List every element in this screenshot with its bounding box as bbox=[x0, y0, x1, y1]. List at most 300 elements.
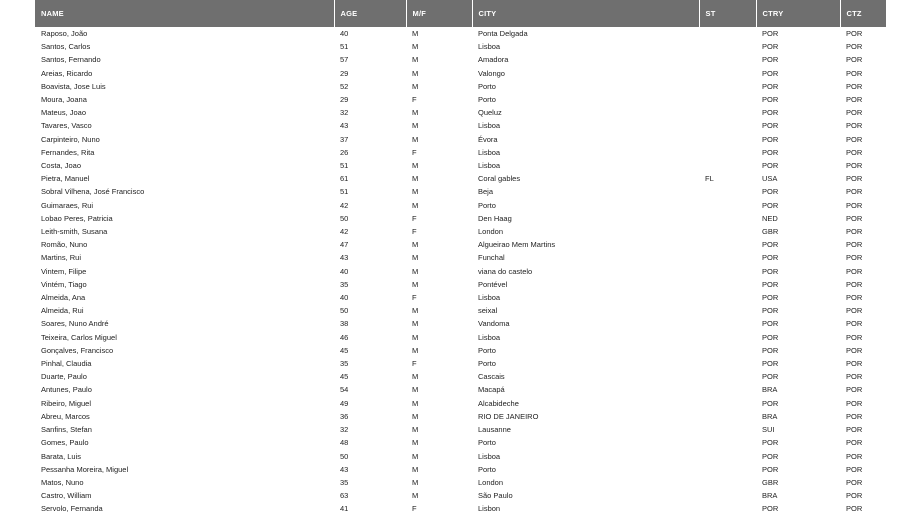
cell-citizenship: POR bbox=[846, 332, 863, 342]
cell-citizenship: POR bbox=[846, 345, 863, 355]
cell-citizenship: POR bbox=[846, 464, 863, 474]
cell-name: Areias, Ricardo bbox=[41, 68, 93, 78]
cell-age: 37 bbox=[340, 134, 349, 144]
cell-country: POR bbox=[762, 161, 779, 171]
cell-age: 40 bbox=[340, 293, 349, 303]
cell-city: Porto bbox=[478, 200, 496, 210]
cell-citizenship: POR bbox=[846, 411, 863, 421]
column-header-gender[interactable]: M/F bbox=[406, 0, 472, 27]
cell-age: 38 bbox=[340, 319, 349, 329]
cell-country: POR bbox=[762, 266, 779, 276]
cell-name: Pessanha Moreira, Miguel bbox=[41, 464, 129, 474]
cell-city: Porto bbox=[478, 464, 496, 474]
cell-citizenship: POR bbox=[846, 359, 863, 369]
cell-city: Alcabideche bbox=[478, 398, 519, 408]
cell-citizenship: POR bbox=[846, 227, 863, 237]
cell-gender: M bbox=[412, 200, 419, 210]
table-row[interactable] bbox=[35, 383, 886, 396]
table-row[interactable] bbox=[35, 357, 886, 370]
cell-citizenship: POR bbox=[846, 451, 863, 461]
cell-state bbox=[699, 159, 756, 172]
cell-gender: F bbox=[412, 147, 417, 157]
cell-citizenship: POR bbox=[846, 398, 863, 408]
cell-country: POR bbox=[762, 504, 779, 514]
cell-state bbox=[699, 436, 756, 449]
cell-name: Almeida, Rui bbox=[41, 306, 84, 316]
cell-city: London bbox=[478, 227, 504, 237]
cell-age: 54 bbox=[340, 385, 349, 395]
table-row[interactable] bbox=[35, 331, 886, 344]
cell-state bbox=[699, 489, 756, 502]
cell-citizenship: POR bbox=[846, 29, 863, 38]
cell-name: Raposo, João bbox=[41, 29, 88, 38]
cell-state bbox=[699, 212, 756, 225]
cell-country: NED bbox=[762, 213, 778, 223]
cell-citizenship: POR bbox=[846, 253, 863, 263]
cell-country: POR bbox=[762, 438, 779, 448]
cell-country: GBR bbox=[762, 477, 779, 487]
cell-name: Soares, Nuno André bbox=[41, 319, 109, 329]
cell-gender: M bbox=[412, 161, 419, 171]
cell-city: Lisboa bbox=[478, 147, 501, 157]
table-row[interactable] bbox=[35, 212, 886, 225]
table-row[interactable] bbox=[35, 199, 886, 212]
cell-state bbox=[699, 278, 756, 291]
table-header-row bbox=[35, 0, 886, 27]
cell-city: Macapá bbox=[478, 385, 505, 395]
cell-age: 63 bbox=[340, 491, 349, 501]
cell-name: Castro, William bbox=[41, 491, 92, 501]
table-row[interactable] bbox=[35, 27, 886, 40]
cell-citizenship: POR bbox=[846, 438, 863, 448]
cell-state bbox=[699, 502, 756, 515]
table-row[interactable] bbox=[35, 436, 886, 449]
cell-age: 43 bbox=[340, 464, 349, 474]
cell-age: 57 bbox=[340, 55, 349, 65]
cell-gender: M bbox=[412, 319, 419, 329]
cell-gender: F bbox=[412, 504, 417, 514]
cell-gender: M bbox=[412, 477, 419, 487]
cell-name: Servolo, Fernanda bbox=[41, 504, 103, 514]
cell-gender: M bbox=[412, 398, 419, 408]
cell-age: 35 bbox=[340, 477, 349, 487]
cell-city: RIO DE JANEIRO bbox=[478, 411, 539, 421]
cell-age: 32 bbox=[340, 108, 349, 118]
cell-citizenship: POR bbox=[846, 174, 863, 184]
cell-age: 51 bbox=[340, 187, 349, 197]
cell-gender: M bbox=[412, 187, 419, 197]
cell-citizenship: POR bbox=[846, 477, 863, 487]
table-row[interactable] bbox=[35, 450, 886, 463]
cell-citizenship: POR bbox=[846, 108, 863, 118]
cell-name: Martins, Rui bbox=[41, 253, 82, 263]
table-row[interactable] bbox=[35, 397, 886, 410]
cell-name: Almeida, Ana bbox=[41, 293, 86, 303]
cell-state bbox=[699, 251, 756, 264]
cell-gender: M bbox=[412, 425, 419, 435]
cell-gender: M bbox=[412, 29, 419, 38]
cell-city: Évora bbox=[478, 134, 498, 144]
cell-city: Lisboa bbox=[478, 293, 501, 303]
cell-age: 47 bbox=[340, 240, 349, 250]
cell-name: Carpinteiro, Nuno bbox=[41, 134, 100, 144]
column-header-state[interactable]: ST bbox=[699, 0, 756, 27]
cell-citizenship: POR bbox=[846, 147, 863, 157]
cell-age: 32 bbox=[340, 425, 349, 435]
cell-gender: M bbox=[412, 253, 419, 263]
cell-gender: M bbox=[412, 134, 419, 144]
cell-state bbox=[699, 133, 756, 146]
cell-city: Algueirao Mem Martins bbox=[478, 240, 556, 250]
cell-citizenship: POR bbox=[846, 187, 863, 197]
cell-age: 61 bbox=[340, 174, 349, 184]
table-row[interactable] bbox=[35, 80, 886, 93]
cell-country: POR bbox=[762, 398, 779, 408]
cell-age: 43 bbox=[340, 253, 349, 263]
cell-city: Cascais bbox=[478, 372, 505, 382]
cell-age: 42 bbox=[340, 227, 349, 237]
cell-country: BRA bbox=[762, 385, 778, 395]
cell-gender: M bbox=[412, 55, 419, 65]
cell-name: Sanfins, Stefan bbox=[41, 425, 92, 435]
cell-city: São Paulo bbox=[478, 491, 513, 501]
cell-name: Ribeiro, Miguel bbox=[41, 398, 92, 408]
cell-country: POR bbox=[762, 240, 779, 250]
table-row[interactable] bbox=[35, 265, 886, 278]
cell-country: POR bbox=[762, 121, 779, 131]
cell-country: POR bbox=[762, 359, 779, 369]
cell-state bbox=[699, 423, 756, 436]
table-row[interactable] bbox=[35, 463, 886, 476]
cell-city: Porto bbox=[478, 359, 496, 369]
table-row[interactable] bbox=[35, 304, 886, 317]
cell-country: POR bbox=[762, 451, 779, 461]
cell-citizenship: POR bbox=[846, 42, 863, 52]
cell-name: Pietra, Manuel bbox=[41, 174, 90, 184]
table-row[interactable] bbox=[35, 67, 886, 80]
cell-state bbox=[699, 383, 756, 396]
cell-city: Lausanne bbox=[478, 425, 511, 435]
cell-citizenship: POR bbox=[846, 55, 863, 65]
cell-name: Leith-smith, Susana bbox=[41, 227, 108, 237]
column-header-age[interactable]: AGE bbox=[334, 0, 406, 27]
cell-age: 42 bbox=[340, 200, 349, 210]
cell-citizenship: POR bbox=[846, 200, 863, 210]
cell-age: 49 bbox=[340, 398, 349, 408]
cell-age: 43 bbox=[340, 121, 349, 131]
cell-city: Porto bbox=[478, 95, 496, 105]
cell-city: Lisboa bbox=[478, 161, 501, 171]
cell-state bbox=[699, 331, 756, 344]
cell-country: POR bbox=[762, 319, 779, 329]
cell-gender: M bbox=[412, 81, 419, 91]
cell-age: 48 bbox=[340, 438, 349, 448]
cell-citizenship: POR bbox=[846, 504, 863, 514]
table-row[interactable] bbox=[35, 146, 886, 159]
cell-country: POR bbox=[762, 306, 779, 316]
cell-city: Lisboa bbox=[478, 451, 501, 461]
column-header-city[interactable]: CITY bbox=[472, 0, 699, 27]
cell-citizenship: POR bbox=[846, 134, 863, 144]
cell-country: POR bbox=[762, 55, 779, 65]
cell-name: Tavares, Vasco bbox=[41, 121, 92, 131]
table-row[interactable] bbox=[35, 133, 886, 146]
cell-country: POR bbox=[762, 29, 779, 38]
cell-age: 50 bbox=[340, 306, 349, 316]
cell-age: 50 bbox=[340, 451, 349, 461]
cell-state bbox=[699, 93, 756, 106]
cell-state bbox=[699, 357, 756, 370]
cell-country: POR bbox=[762, 95, 779, 105]
cell-name: Mateus, Joao bbox=[41, 108, 87, 118]
cell-name: Vintém, Tiago bbox=[41, 279, 87, 289]
cell-gender: M bbox=[412, 372, 419, 382]
cell-country: POR bbox=[762, 253, 779, 263]
cell-state bbox=[699, 185, 756, 198]
cell-age: 52 bbox=[340, 81, 349, 91]
cell-gender: M bbox=[412, 68, 419, 78]
cell-state bbox=[699, 410, 756, 423]
cell-city: viana do castelo bbox=[478, 266, 533, 276]
table-row[interactable] bbox=[35, 225, 886, 238]
cell-name: Abreu, Marcos bbox=[41, 411, 90, 421]
cell-age: 45 bbox=[340, 372, 349, 382]
cell-gender: M bbox=[412, 385, 419, 395]
cell-gender: M bbox=[412, 266, 419, 276]
cell-country: USA bbox=[762, 174, 778, 184]
cell-name: Pinhal, Claudia bbox=[41, 359, 92, 369]
cell-name: Romão, Nuno bbox=[41, 240, 88, 250]
cell-citizenship: POR bbox=[846, 491, 863, 501]
cell-gender: M bbox=[412, 411, 419, 421]
cell-country: POR bbox=[762, 293, 779, 303]
table-row[interactable] bbox=[35, 172, 886, 185]
cell-name: Teixeira, Carlos Miguel bbox=[41, 332, 117, 342]
cell-citizenship: POR bbox=[846, 385, 863, 395]
cell-citizenship: POR bbox=[846, 319, 863, 329]
cell-country: POR bbox=[762, 147, 779, 157]
cell-citizenship: POR bbox=[846, 95, 863, 105]
cell-state bbox=[699, 53, 756, 66]
cell-age: 40 bbox=[340, 29, 349, 38]
cell-name: Santos, Carlos bbox=[41, 42, 91, 52]
cell-state bbox=[699, 199, 756, 212]
cell-name: Sobral Vilhena, José Francisco bbox=[41, 187, 145, 197]
cell-city: Ponta Delgada bbox=[478, 29, 528, 38]
cell-gender: F bbox=[412, 359, 417, 369]
cell-citizenship: POR bbox=[846, 81, 863, 91]
cell-state bbox=[699, 119, 756, 132]
cell-citizenship: POR bbox=[846, 240, 863, 250]
cell-city: Funchal bbox=[478, 253, 505, 263]
cell-state bbox=[699, 238, 756, 251]
cell-country: POR bbox=[762, 108, 779, 118]
cell-state bbox=[699, 27, 756, 40]
column-header-country[interactable]: CTRY bbox=[756, 0, 840, 27]
cell-name: Santos, Fernando bbox=[41, 55, 101, 65]
cell-name: Fernandes, Rita bbox=[41, 147, 95, 157]
cell-city: Vandoma bbox=[478, 319, 510, 329]
cell-country: SUI bbox=[762, 425, 775, 435]
cell-gender: M bbox=[412, 451, 419, 461]
cell-city: Pontével bbox=[478, 279, 508, 289]
cell-age: 36 bbox=[340, 411, 349, 421]
table-row[interactable] bbox=[35, 423, 886, 436]
table-row[interactable] bbox=[35, 489, 886, 502]
cell-gender: M bbox=[412, 42, 419, 52]
cell-gender: M bbox=[412, 438, 419, 448]
cell-citizenship: POR bbox=[846, 161, 863, 171]
cell-city: Amadora bbox=[478, 55, 509, 65]
cell-age: 45 bbox=[340, 345, 349, 355]
cell-city: seixal bbox=[478, 306, 498, 316]
table-row[interactable] bbox=[35, 344, 886, 357]
column-header-name[interactable]: NAME bbox=[35, 0, 334, 27]
table-row[interactable] bbox=[35, 53, 886, 66]
cell-state bbox=[699, 106, 756, 119]
table-row[interactable] bbox=[35, 159, 886, 172]
cell-name: Costa, Joao bbox=[41, 161, 82, 171]
cell-name: Matos, Nuno bbox=[41, 477, 84, 487]
cell-city: Beja bbox=[478, 187, 494, 197]
cell-state bbox=[699, 291, 756, 304]
cell-country: BRA bbox=[762, 411, 778, 421]
cell-name: Duarte, Paulo bbox=[41, 372, 87, 382]
cell-city: Porto bbox=[478, 81, 496, 91]
cell-gender: M bbox=[412, 240, 419, 250]
cell-name: Boavista, Jose Luis bbox=[41, 81, 106, 91]
cell-state bbox=[699, 67, 756, 80]
table-row[interactable] bbox=[35, 370, 886, 383]
cell-state bbox=[699, 463, 756, 476]
column-header-citizenship[interactable]: CTZ bbox=[840, 0, 886, 27]
cell-state bbox=[699, 450, 756, 463]
table-row[interactable] bbox=[35, 502, 886, 515]
cell-city: Coral gables bbox=[478, 174, 521, 184]
cell-city: Porto bbox=[478, 438, 496, 448]
cell-gender: M bbox=[412, 491, 419, 501]
cell-state bbox=[699, 40, 756, 53]
cell-gender: F bbox=[412, 213, 417, 223]
cell-age: 40 bbox=[340, 266, 349, 276]
cell-country: POR bbox=[762, 187, 779, 197]
cell-age: 35 bbox=[340, 359, 349, 369]
cell-citizenship: POR bbox=[846, 266, 863, 276]
cell-country: POR bbox=[762, 81, 779, 91]
cell-country: POR bbox=[762, 279, 779, 289]
cell-name: Gonçalves, Francisco bbox=[41, 345, 114, 355]
table-row[interactable] bbox=[35, 106, 886, 119]
cell-name: Barata, Luis bbox=[41, 451, 82, 461]
cell-gender: M bbox=[412, 279, 419, 289]
cell-country: POR bbox=[762, 134, 779, 144]
cell-city: Lisboa bbox=[478, 42, 501, 52]
cell-age: 35 bbox=[340, 279, 349, 289]
cell-name: Moura, Joana bbox=[41, 95, 87, 105]
table-row[interactable] bbox=[35, 119, 886, 132]
cell-age: 41 bbox=[340, 504, 349, 514]
cell-country: POR bbox=[762, 345, 779, 355]
cell-city: Den Haag bbox=[478, 213, 512, 223]
cell-state bbox=[699, 304, 756, 317]
cell-country: POR bbox=[762, 68, 779, 78]
results-table-container bbox=[35, 0, 886, 516]
table-row[interactable] bbox=[35, 476, 886, 489]
cell-gender: M bbox=[412, 345, 419, 355]
cell-citizenship: POR bbox=[846, 68, 863, 78]
cell-city: Lisbon bbox=[478, 504, 501, 514]
cell-age: 51 bbox=[340, 42, 349, 52]
cell-city: Porto bbox=[478, 345, 496, 355]
cell-age: 29 bbox=[340, 68, 349, 78]
cell-state: FL bbox=[705, 174, 714, 184]
cell-country: GBR bbox=[762, 227, 779, 237]
cell-citizenship: POR bbox=[846, 213, 863, 223]
table-row[interactable] bbox=[35, 410, 886, 423]
table-body bbox=[35, 27, 886, 516]
cell-name: Gomes, Paulo bbox=[41, 438, 89, 448]
cell-state bbox=[699, 476, 756, 489]
cell-name: Guimaraes, Rui bbox=[41, 200, 94, 210]
cell-gender: M bbox=[412, 464, 419, 474]
cell-age: 29 bbox=[340, 95, 349, 105]
table-row[interactable] bbox=[35, 40, 886, 53]
cell-state bbox=[699, 397, 756, 410]
cell-country: POR bbox=[762, 372, 779, 382]
cell-city: Lisboa bbox=[478, 332, 501, 342]
cell-citizenship: POR bbox=[846, 306, 863, 316]
cell-state bbox=[699, 344, 756, 357]
cell-country: POR bbox=[762, 200, 779, 210]
cell-city: London bbox=[478, 477, 504, 487]
cell-country: POR bbox=[762, 42, 779, 52]
cell-country: POR bbox=[762, 332, 779, 342]
cell-gender: F bbox=[412, 227, 417, 237]
cell-citizenship: POR bbox=[846, 293, 863, 303]
cell-citizenship: POR bbox=[846, 425, 863, 435]
cell-state bbox=[699, 265, 756, 278]
cell-state bbox=[699, 317, 756, 330]
table-row[interactable] bbox=[35, 291, 886, 304]
cell-name: Vintem, Filipe bbox=[41, 266, 87, 276]
table-row[interactable] bbox=[35, 185, 886, 198]
cell-age: 26 bbox=[340, 147, 349, 157]
table-row[interactable] bbox=[35, 278, 886, 291]
table-row[interactable] bbox=[35, 93, 886, 106]
cell-age: 46 bbox=[340, 332, 349, 342]
cell-age: 50 bbox=[340, 213, 349, 223]
cell-state bbox=[699, 80, 756, 93]
cell-city: Queluz bbox=[478, 108, 502, 118]
table-row[interactable] bbox=[35, 317, 886, 330]
cell-gender: F bbox=[412, 95, 417, 105]
cell-country: POR bbox=[762, 464, 779, 474]
table-row[interactable] bbox=[35, 251, 886, 264]
cell-gender: M bbox=[412, 332, 419, 342]
results-table bbox=[35, 0, 886, 516]
cell-city: Lisboa bbox=[478, 121, 501, 131]
cell-citizenship: POR bbox=[846, 121, 863, 131]
cell-state bbox=[699, 146, 756, 159]
cell-gender: M bbox=[412, 108, 419, 118]
cell-age: 51 bbox=[340, 161, 349, 171]
cell-city: Valongo bbox=[478, 68, 505, 78]
cell-gender: M bbox=[412, 174, 419, 184]
cell-gender: F bbox=[412, 293, 417, 303]
cell-gender: M bbox=[412, 121, 419, 131]
cell-state bbox=[699, 225, 756, 238]
table-row[interactable] bbox=[35, 238, 886, 251]
